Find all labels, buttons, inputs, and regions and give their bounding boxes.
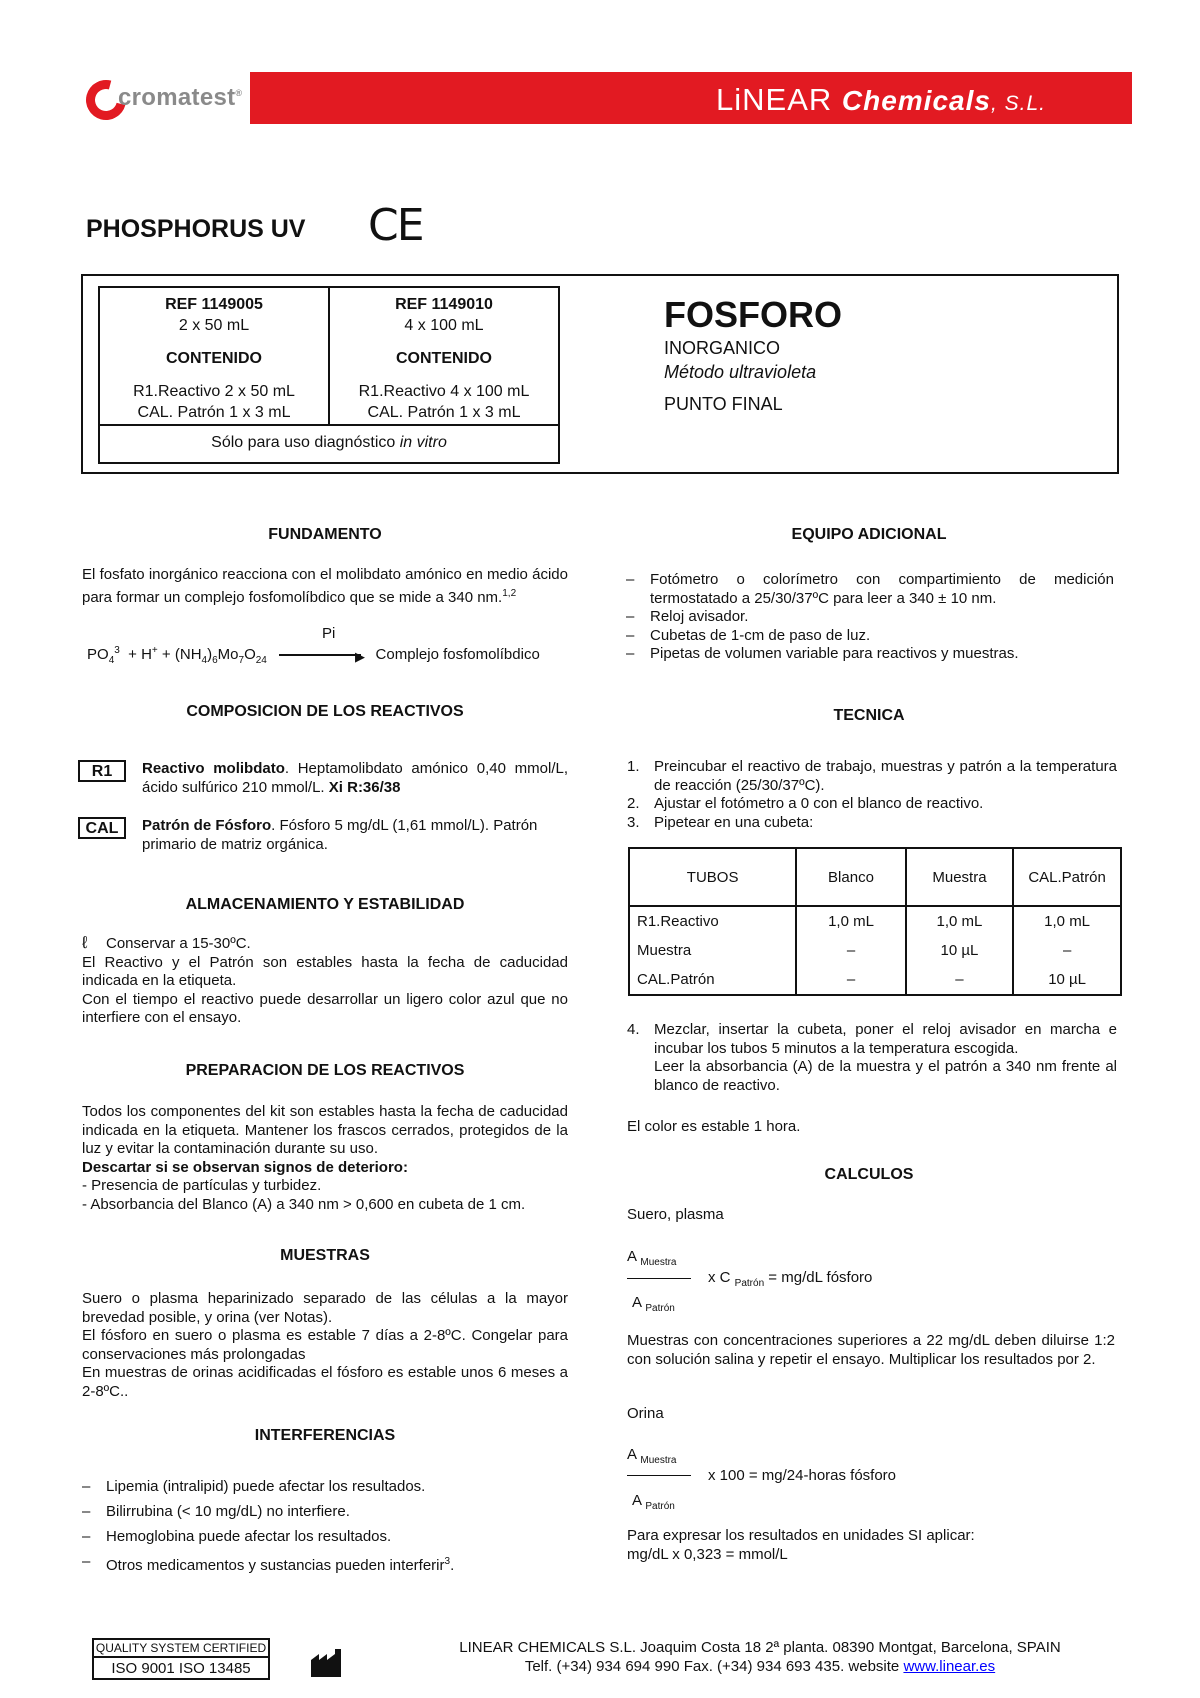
temperature-icon: ℓ <box>82 933 88 952</box>
product-sub1: INORGANICO <box>664 338 781 358</box>
heading-interferencias: INTERFERENCIAS <box>254 1427 396 1444</box>
cal-description: Patrón de Fósforo. Fósforo 5 mg/dL (1,61 mmol/L). Patrón primario de matriz orgánica. <box>142 817 538 853</box>
list-item: – Cubetas de 1-cm de paso de luz. <box>626 627 1114 646</box>
calc-orina-label: Orina <box>627 1405 664 1422</box>
product-name: FOSFORO <box>664 294 842 335</box>
table-row <box>629 906 1121 936</box>
cromatest-logo: cromatest® <box>118 84 243 111</box>
ref-grid <box>98 286 560 426</box>
ref-column-2 <box>328 288 558 424</box>
formula-2-line <box>627 1475 691 1476</box>
formula-2-denominator: A $_{Patrón}$ <box>632 1492 675 1512</box>
cal-tag: CAL <box>78 817 126 839</box>
heading-composicion: COMPOSICION DE LOS REACTIVOS <box>186 703 464 720</box>
heading-muestras: MUESTRAS <box>280 1247 370 1264</box>
table-cell: – <box>906 965 1014 995</box>
ce-mark-icon: CE <box>368 200 423 251</box>
ref-size: 4 x 100 mL <box>404 317 484 334</box>
table-header: Blanco <box>796 848 905 906</box>
reaction-equation: $PO_4^3 + H^+ + (NH_4)_6Mo_7O_{24}$ ▶ Complejo fosfomolíbdico <box>87 645 540 666</box>
list-item: 2. Ajustar el fotómetro a 0 con el blanco de reactivo. <box>627 795 984 812</box>
list-item: – Fotómetro o colorímetro con compartimiento de medición termostatado a 25/30/37ºC para leer a 340 ± 10 nm. <box>626 571 1114 608</box>
table-cell: – <box>796 965 905 995</box>
table-row <box>629 965 1121 995</box>
ref-size: 2 x 50 mL <box>178 317 250 334</box>
page-title: PHOSPHORUS UV <box>86 215 306 243</box>
table-cell: 1,0 mL <box>796 906 905 936</box>
table-cell: 1,0 mL <box>906 906 1014 936</box>
heading-fundamento: FUNDAMENTO <box>268 526 382 543</box>
heading-preparacion: PREPARACION DE LOS REACTIVOS <box>185 1062 465 1079</box>
list-item: – Pipetas de volumen variable para reactivos y muestras. <box>626 645 1114 664</box>
list-item: – Hemoglobina puede afectar los resultados. <box>82 1524 568 1549</box>
heading-tecnica: TECNICA <box>833 707 905 724</box>
contenido-line: CAL. Patrón 1 x 3 mL <box>367 404 521 421</box>
calc-note: Muestras con concentraciones superiores a 22 mg/dL deben diluirse 1:2 con solución salina y repetir el ensayo. Multiplicar los resultados por 2. <box>627 1332 1115 1368</box>
list-item: – Otros medicamentos y sustancias pueden interferir$^3$. <box>82 1549 568 1578</box>
contenido-line: R1.Reactivo 4 x 100 mL <box>358 383 530 400</box>
contenido-line: CAL. Patrón 1 x 3 mL <box>137 404 291 421</box>
website-link[interactable]: www.linear.es <box>903 1658 996 1675</box>
table-cell: 10 µL <box>1013 965 1121 995</box>
list-item: 3. Pipetear en una cubeta: <box>627 813 814 831</box>
si-conversion: Para expresar los resultados en unidades SI aplicar: mg/dL x 0,323 = mmol/L <box>627 1527 975 1563</box>
formula-1-denominator: A $_{Patrón}$ <box>632 1294 675 1314</box>
almacenamiento-text: ℓ Conservar a 15-30ºC. El Reactivo y el Patrón son estables hasta la fecha de caducidad indicada en la etiqueta. Con el tiempo el reactivo puede desarrollar un ligero color azul que no interfiere con el ensayo. <box>82 933 568 1026</box>
formula-1-numerator: A $_{Muestra}$ <box>627 1248 677 1268</box>
list-item: – Bilirrubina (< 10 mg/dL) no interfiere. <box>82 1499 568 1524</box>
formula-2-tail: x 100 = mg/24-horas fósforo <box>708 1467 897 1484</box>
ref-number: REF 1149005 <box>165 296 263 313</box>
table-row <box>629 936 1121 965</box>
table-header-row <box>629 848 1121 906</box>
heading-almacenamiento: ALMACENAMIENTO Y ESTABILIDAD <box>185 896 465 913</box>
table-cell: R1.Reactivo <box>629 906 796 936</box>
table-cell: – <box>796 936 905 965</box>
contenido-label: CONTENIDO <box>166 350 262 367</box>
table-header: CAL.Patrón <box>1013 848 1121 906</box>
quality-certification-badge: QUALITY SYSTEM CERTIFIED ISO 9001 ISO 13485 <box>92 1638 270 1680</box>
formula-1-tail: x C $_{Patrón}$ = mg/dL fósforo <box>708 1269 873 1289</box>
ref-column-1 <box>100 288 328 424</box>
color-stability: El color es estable 1 hora. <box>627 1118 801 1135</box>
heading-equipo: EQUIPO ADICIONAL <box>791 526 947 543</box>
in-vitro-notice: Sólo para uso diagnóstico in vitro <box>98 424 560 464</box>
preparacion-text: Todos los componentes del kit son estables hasta la fecha de caducidad indicada en la etiqueta. Mantener los frascos cerrados, protegidos de la luz y evitar la contaminación durante su uso. Descartar si se observan signos de deterioro: - Presencia de partículas y turbidez. - Absorbancia del Blanco (A) a 340 nm > 0,600 en cubeta de 1 cm. <box>82 1103 568 1213</box>
contenido-label: CONTENIDO <box>396 350 492 367</box>
fundamento-text: El fosfato inorgánico reacciona con el molibdato amónico en medio ácido para formar un complejo fosfomolíbdico que se mide a 340 nm.$^{1,2}$ <box>82 566 568 606</box>
list-item: – Reloj avisador. <box>626 608 1114 627</box>
formula-1-line <box>627 1278 691 1279</box>
tecnica-steps <box>627 758 1117 832</box>
table-cell: Muestra <box>629 936 796 965</box>
heading-calculos: CALCULOS <box>824 1166 914 1183</box>
product-endpoint: PUNTO FINAL <box>664 394 783 414</box>
interferencias-list <box>82 1474 568 1578</box>
linear-chemicals-logo: LiNEAR Chemicals, S.L. <box>716 82 1046 117</box>
list-item: – Lipemia (intralipid) puede afectar los resultados. <box>82 1474 568 1499</box>
table-cell: – <box>1013 936 1121 965</box>
table-cell: CAL.Patrón <box>629 965 796 995</box>
tecnica-step-4 <box>627 1021 1117 1095</box>
product-method: Método ultravioleta <box>664 362 817 382</box>
ref-number: REF 1149010 <box>395 296 493 313</box>
r1-tag: R1 <box>78 760 126 782</box>
pipetting-table <box>628 847 1122 996</box>
r1-description: Reactivo molibdato. Heptamolibdato amónico 0,40 mmol/L, ácido sulfúrico 210 mmol/L. Xi R:36/38 <box>142 760 568 796</box>
reaction-catalyst: Pi <box>322 625 336 642</box>
footer-address: LINEAR CHEMICALS S.L. Joaquim Costa 18 2ª planta. 08390 Montgat, Barcelona, SPAIN Telf. (+34) 934 694 990 Fax. (+34) 934 693 435. website www.linear.es <box>459 1639 1061 1675</box>
muestras-text: Suero o plasma heparinizado separado de las células a la mayor brevedad posible, y orina (ver Notas). El fósforo en suero o plasma es estable 7 días a 2-8ºC. Congelar para conservaciones más prolongadas En muestras de orinas acidificadas el fósforo es estable unos 6 meses a 2-8ºC.. <box>82 1290 568 1400</box>
contenido-line: R1.Reactivo 2 x 50 mL <box>133 383 295 400</box>
table-header: Muestra <box>906 848 1014 906</box>
calc-suero-label: Suero, plasma <box>627 1206 724 1223</box>
table-header: TUBOS <box>629 848 796 906</box>
equipo-list <box>626 571 1114 664</box>
reaction-arrow-icon: ▶ <box>279 654 361 656</box>
list-item: 4. Mezclar, insertar la cubeta, poner el reloj avisador en marcha e incubar los tubos 5 minutos a la temperatura escogida. Leer la absorbancia (A) de la muestra y el patrón a 340 nm frente al blanco de reactivo. <box>627 1021 1117 1094</box>
list-item: 1. Preincubar el reactivo de trabajo, muestras y patrón a la temperatura de reacción (25/30/37ºC). <box>627 758 1117 794</box>
table-cell: 10 µL <box>906 936 1014 965</box>
formula-2-numerator: A $_{Muestra}$ <box>627 1446 677 1466</box>
table-cell: 1,0 mL <box>1013 906 1121 936</box>
